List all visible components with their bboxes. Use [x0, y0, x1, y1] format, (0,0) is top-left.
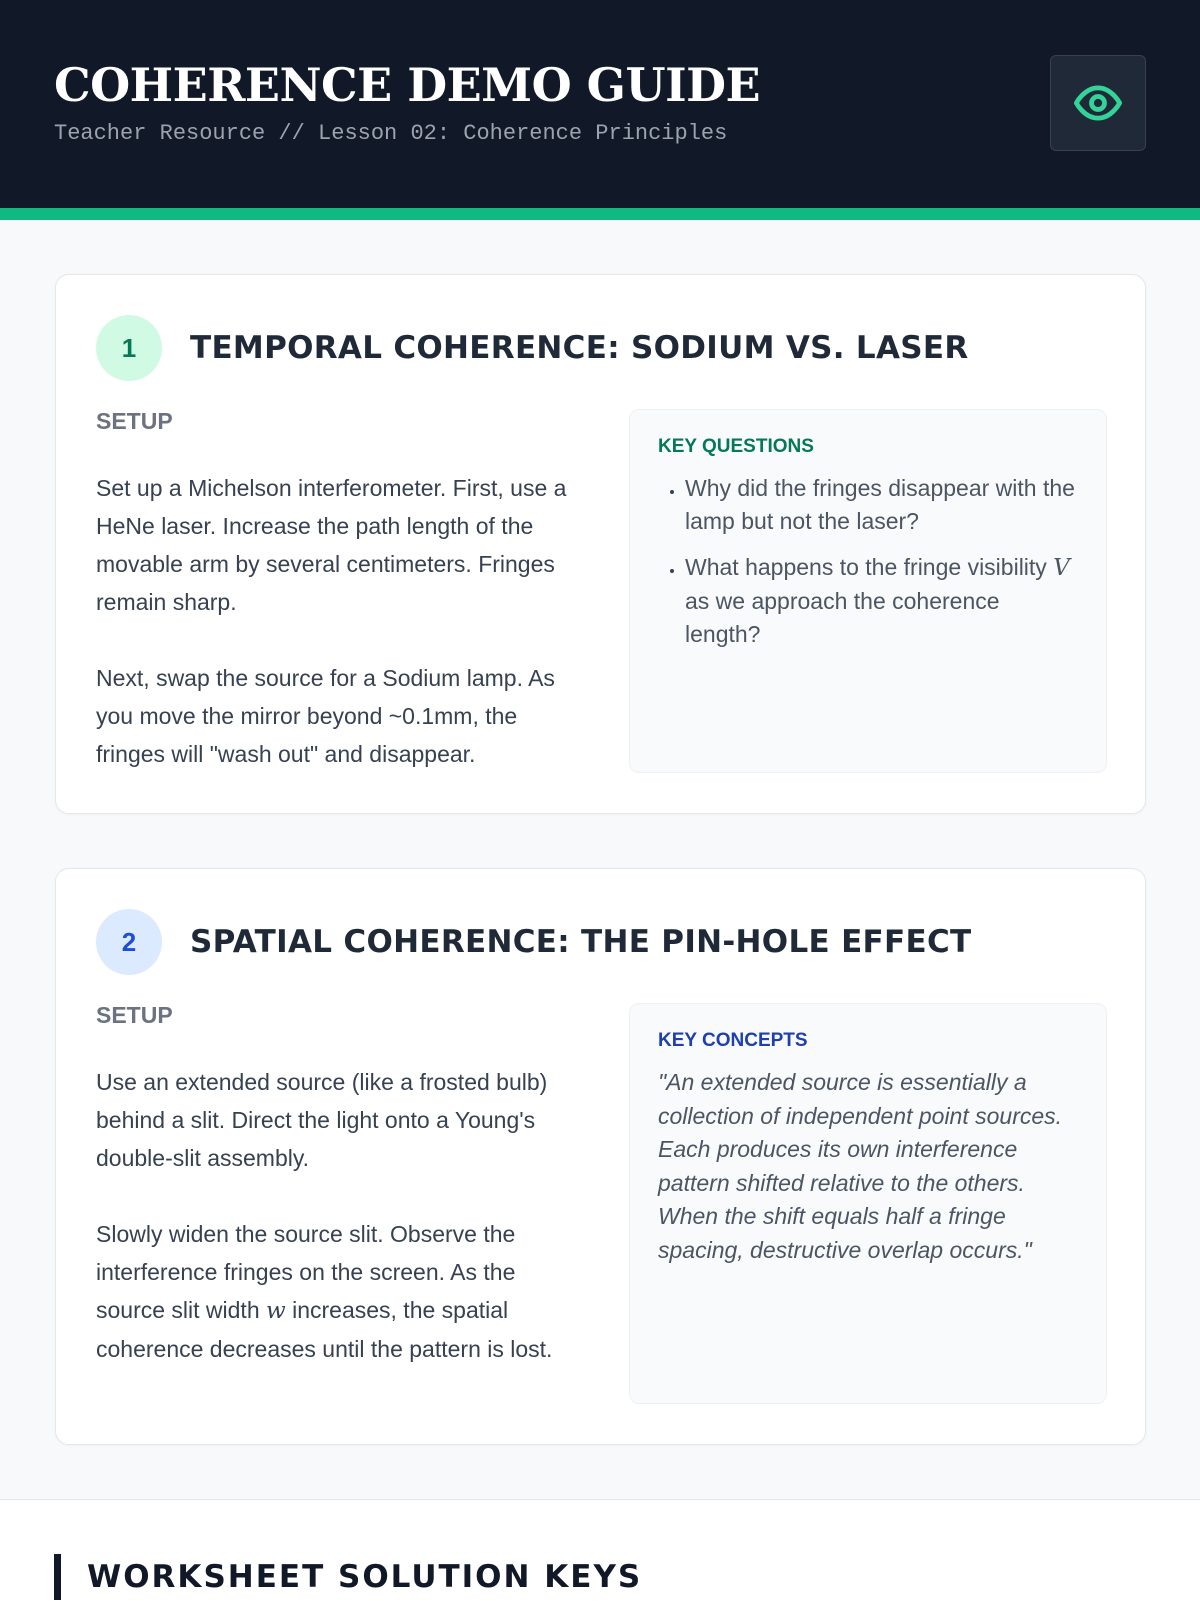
key-questions-box — [629, 409, 1107, 773]
page-subtitle: Teacher Resource // Lesson 02: Coherence Principles — [54, 121, 728, 146]
question-item — [685, 551, 1078, 651]
key-concepts-label: KEY CONCEPTS — [658, 1030, 808, 1051]
setup-text — [96, 469, 586, 811]
page-title: COHERENCE DEMO GUIDE — [54, 58, 761, 112]
setup-text-part: Slowly widen the source slit. Observe the interference fringes on the screen. As the source slit width — [96, 1221, 516, 1323]
demo-number-badge: 1 — [96, 315, 162, 381]
demo-title: SPATIAL COHERENCE: THE PIN-HOLE EFFECT — [190, 924, 972, 960]
solutions-heading: WORKSHEET SOLUTION KEYS — [54, 1554, 642, 1600]
setup-paragraph — [96, 1215, 586, 1368]
eye-icon — [1072, 77, 1124, 129]
question-item: • Why did the fringes disappear with the lamp but not the laser? — [685, 472, 1078, 538]
concept-quote: "An extended source is essentially a collection of independent point sources. Each produces its own interference pattern shifted relative to the others. When the shift equals half a fringe spacing, destructive overlap occurs." — [658, 1069, 1063, 1263]
page-header — [0, 0, 1200, 220]
demo-card-spatial — [55, 868, 1146, 1445]
demo-title: TEMPORAL COHERENCE: SODIUM VS. LASER — [190, 330, 969, 366]
setup-label: SETUP — [96, 408, 173, 434]
key-questions-label: KEY QUESTIONS — [658, 436, 814, 457]
visibility-variable: V — [1053, 555, 1070, 581]
question-text: as we approach the coherence length? — [685, 588, 1000, 647]
question-text: What happens to the fringe visibility — [685, 554, 1054, 580]
demo-card-temporal — [55, 274, 1146, 814]
setup-label: SETUP — [96, 1002, 173, 1028]
visibility-toggle-button[interactable] — [1050, 55, 1146, 151]
setup-text — [96, 1063, 586, 1406]
slit-width-variable: w — [266, 1298, 286, 1324]
demo-number-badge: 2 — [96, 909, 162, 975]
question-list — [658, 472, 1078, 651]
setup-paragraph: Use an extended source (like a frosted bulb) behind a slit. Direct the light onto a Young's double-slit assembly. — [96, 1069, 548, 1171]
key-concepts-box — [629, 1003, 1107, 1404]
setup-paragraph: Set up a Michelson interferometer. First, use a HeNe laser. Increase the path length of the movable arm by several centimeters. Fringes remain sharp. — [96, 475, 567, 615]
setup-paragraph: Next, swap the source for a Sodium lamp. As you move the mirror beyond ~0.1mm, the fringes will "wash out" and disappear. — [96, 665, 555, 767]
setup-text-part: increases, the spatial coherence decreases until the pattern is lost. — [96, 1297, 553, 1362]
